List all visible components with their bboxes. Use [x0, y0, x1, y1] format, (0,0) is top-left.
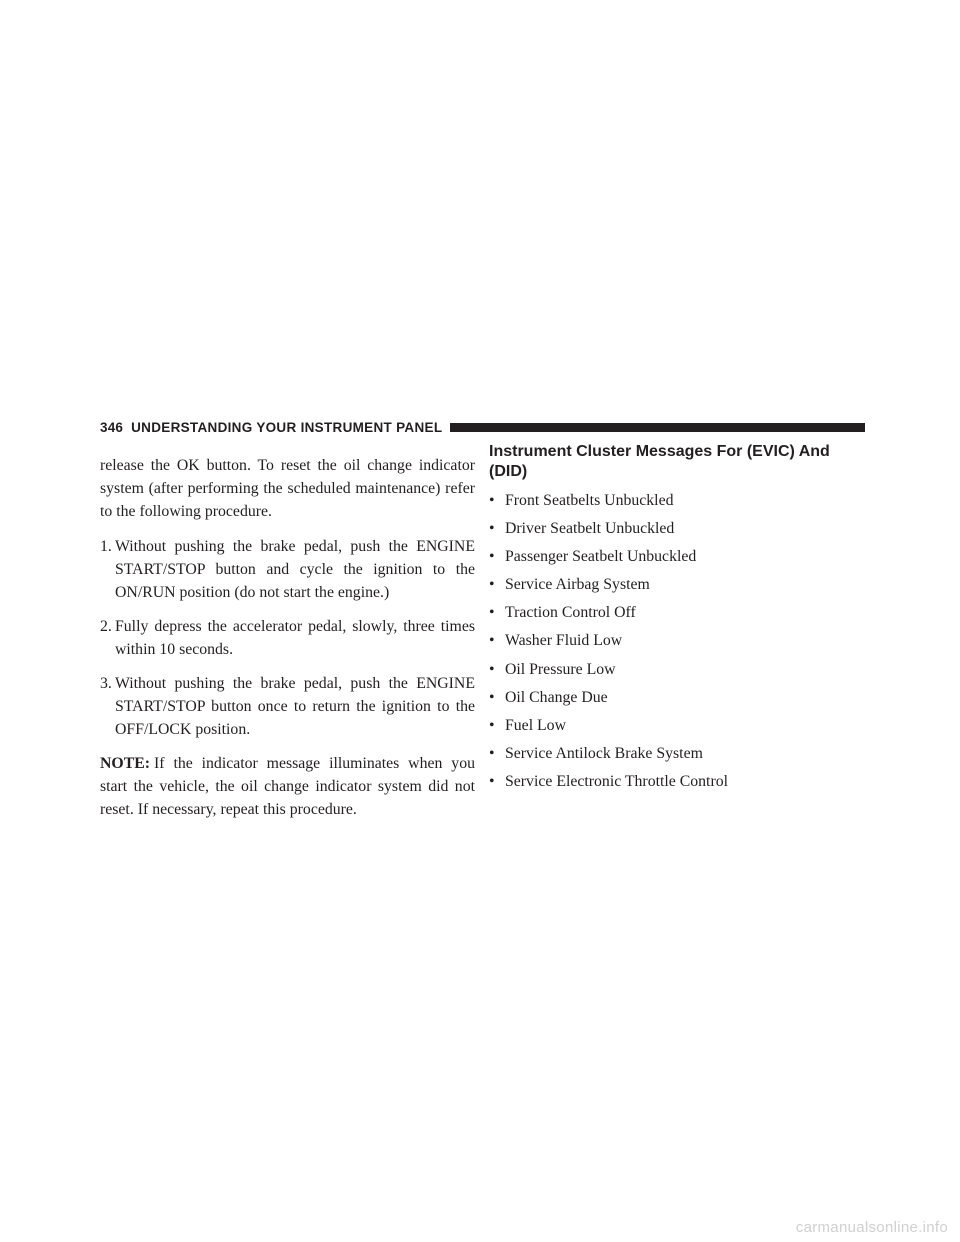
list-item — [489, 658, 864, 681]
list-item — [489, 629, 864, 652]
list-item — [489, 517, 864, 540]
intro-paragraph: release the OK button. To reset the oil change indicator system (after performing the scheduled maintenance) refer to the following procedure. — [100, 457, 475, 520]
header-rule — [450, 423, 865, 432]
bullet-icon: • — [489, 660, 495, 678]
list-item-text: Service Airbag System — [505, 576, 650, 594]
list-item-text: Fuel Low — [505, 716, 566, 734]
note-paragraph — [100, 752, 475, 821]
bullet-icon: • — [489, 716, 495, 734]
step-text: Without pushing the brake pedal, push the ENGINE START/STOP button once to return the ignition to the OFF/LOCK position. — [115, 675, 475, 738]
page-header — [100, 418, 865, 436]
list-item-text: Oil Pressure Low — [505, 660, 616, 678]
messages-list — [489, 489, 864, 793]
list-item-text: Oil Change Due — [505, 688, 608, 706]
list-item-text: Traction Control Off — [505, 604, 636, 622]
note-text: If the indicator message illuminates when you start the vehicle, the oil change indicator system did not reset. If necessary, repeat this procedure. — [100, 755, 475, 818]
list-item — [489, 742, 864, 765]
procedure-step — [100, 672, 475, 741]
bullet-icon: • — [489, 604, 495, 622]
procedure-steps — [100, 535, 475, 741]
list-item — [489, 770, 864, 793]
list-item-text: Washer Fluid Low — [505, 632, 623, 650]
messages-heading: Instrument Cluster Messages For (EVIC) And (DID) — [489, 443, 830, 480]
note-label: NOTE: — [100, 755, 151, 772]
section-title: UNDERSTANDING YOUR INSTRUMENT PANEL — [131, 419, 443, 435]
procedure-step — [100, 535, 475, 604]
procedure-step — [100, 615, 475, 661]
list-item-text: Service Antilock Brake System — [505, 744, 703, 762]
bullet-icon: • — [489, 520, 495, 538]
list-item — [489, 601, 864, 624]
step-number: 3. — [100, 675, 112, 692]
left-column — [100, 454, 475, 821]
list-item — [489, 714, 864, 737]
bullet-icon: • — [489, 576, 495, 594]
page-number: 346 — [100, 419, 124, 435]
list-item — [489, 686, 864, 709]
step-text: Fully depress the accelerator pedal, slowly, three times within 10 seconds. — [115, 618, 475, 658]
bullet-icon: • — [489, 632, 495, 650]
step-number: 1. — [100, 538, 112, 555]
list-item — [489, 489, 864, 512]
step-text: Without pushing the brake pedal, push the ENGINE START/STOP button and cycle the ignition to the ON/RUN position (do not start the engine.) — [115, 538, 475, 601]
bullet-icon: • — [489, 772, 495, 790]
bullet-icon: • — [489, 744, 495, 762]
bullet-icon: • — [489, 688, 495, 706]
list-item-text: Driver Seatbelt Unbuckled — [505, 520, 675, 538]
list-item — [489, 573, 864, 596]
bullet-icon: • — [489, 548, 495, 566]
list-item-text: Service Electronic Throttle Control — [505, 772, 728, 790]
list-item — [489, 545, 864, 568]
right-column — [489, 442, 864, 798]
bullet-icon: • — [489, 492, 495, 509]
step-number: 2. — [100, 618, 112, 635]
watermark: carmanualsonline.info — [795, 1219, 948, 1236]
list-item-text: Front Seatbelts Unbuckled — [505, 492, 674, 509]
list-item-text: Passenger Seatbelt Unbuckled — [505, 548, 697, 566]
